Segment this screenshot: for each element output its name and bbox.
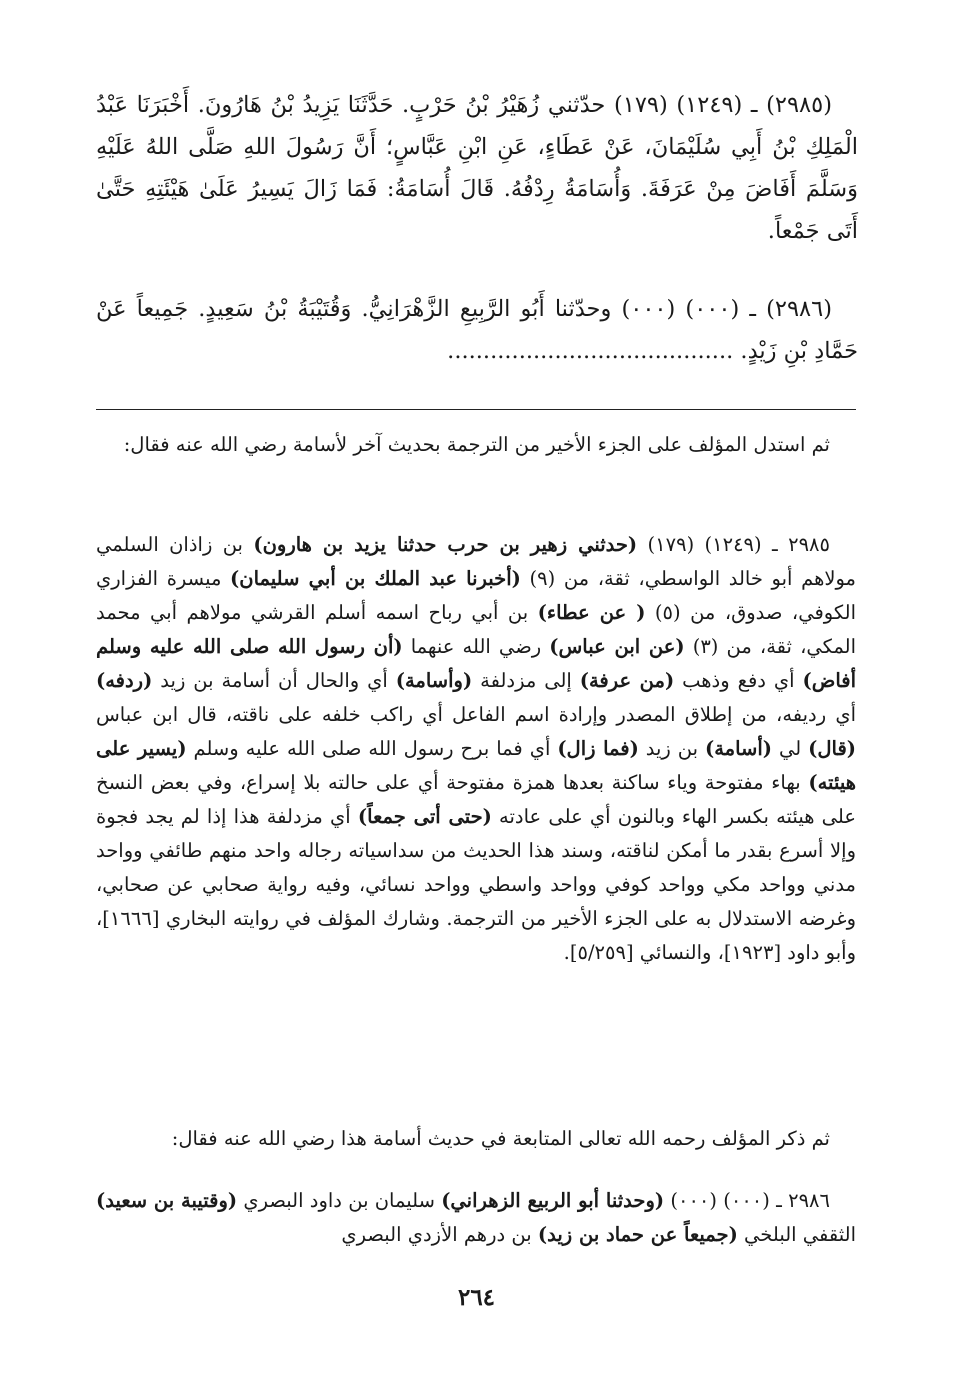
commentary-paragraph [96,1184,856,1252]
hadith-number: (٢٩٨٦) ـ (٠٠٠) (٠٠٠) [621,296,833,322]
quoted-text: ( عن عطاء) [537,601,646,624]
quoted-text: (وأسامة) [395,669,473,692]
explanation-text: بن درهم الأزدي البصري [341,1223,538,1246]
commentary-intro [96,428,856,462]
explanation-text: بن أبي رباح اسمه أسلم القرشي مولاهم أبي محمد المكي، ثقة، من (٣) [96,601,857,658]
explanation-text: بهاء مفتوحة وياء ساكنة بعدها همزة مفتوحة أي على حالته بلا إسراع، وفي بعض النسخ على هيئته بكسر الهاء وبالنون أي على عادته [96,771,857,828]
explanation-text: بن زيد [638,737,705,760]
explanation-text: أي والحال أن أسامة بن زيد [152,669,396,692]
commentary-intro [96,1122,856,1156]
quoted-text: (قال) [808,737,856,760]
commentary-number: ٢٩٨٦ ـ (٠٠٠) (٠٠٠) [670,1189,830,1212]
intro-text: ثم ذكر المؤلف رحمه الله تعالى المتابعة في حديث أسامة هذا رضي الله عنه فقال: [171,1127,830,1150]
ellipsis-dots: ........................................ [447,338,734,364]
commentary-paragraph [96,1122,856,1156]
page-number: ٢٦٤ [457,1284,496,1311]
explanation-text: أي رديفه، من إطلاق المصدر وإرادة اسم الفاعل أي راكب خلفه على ناقته، قال ابن عباس [96,703,856,726]
quoted-text: (أخبرنا عبد الملك بن أبي سليمان) [230,567,521,590]
quoted-text: (حتى أتى جمعاً) [357,805,492,828]
quoted-text: (أن رسول الله صلى الله عليه وسلم أفاض) [96,635,856,692]
quoted-text: (يسير على هيئته) [96,737,856,794]
section-divider [96,409,856,410]
hadith-2985-text [96,84,858,252]
commentary-paragraph [96,428,856,462]
explanation-text: ميسرة الفزاري الكوفي، صدوق، من (٥) [96,567,856,624]
quoted-text: (أسامة) [704,737,773,760]
quoted-text: (وحدثنا أبو الربيع الزهراني) [441,1189,665,1212]
hadith-paragraph [96,288,858,372]
quoted-text: (من عرفة) [579,669,675,692]
quoted-text: (وقتيبة بن سعيد) [96,1189,238,1212]
explanation-text: أي فما برح رسول الله صلى الله عليه وسلم [186,737,558,760]
quoted-text: (حدثني زهير بن حرب حدثنا يزيد بن هارون) [253,533,638,556]
explanation-text: سليمان بن داود البصري [237,1189,442,1212]
hadith-body: حدّثني زُهَيْرُ بْنُ حَرْبٍ. حَدَّثَنَا يَزِيدُ بْنُ هَارُونَ. أَخْبَرَنَا عَبْدُ الْمَلِكِ بْنُ أَبِي سُلَيْمَانَ، عَنْ عَطَاءٍ، عَنِ ابْنِ عَبَّاسٍ؛ أَنَّ رَسُولَ اللهِ صَلَّى اللهُ عَلَيْهِ وَسَلَّمَ أَفَاضَ مِنْ عَرَفَةَ. وَأُسَامَةُ رِدْفُهُ. قَالَ أُسَامَةُ: فَمَا زَالَ يَسِيرُ عَلَىٰ هَيْئَتِهِ حَتَّىٰ أَتَى جَمْعاً. [96,92,858,244]
commentary-2986 [96,1184,856,1252]
hadith-number: (٢٩٨٥) ـ (١٢٤٩) (١٧٩) [613,92,832,118]
commentary-number: ٢٩٨٥ ـ (١٢٤٩) (١٧٩) [647,533,830,556]
hadith-body: وحدّثنا أَبُو الرَّبِيعِ الزَّهْرَانِيُّ. وَقُتَيْبَةُ بْنُ سَعِيدٍ. جَمِيعاً عَنْ حَمَّادِ بْنِ زَيْدٍ. [96,296,858,364]
explanation-text: أي دفع وذهب [674,669,803,692]
explanation-text: بن زاذان السلمي مولاهم أبو خالد الواسطي، ثقة، من (٩) [96,533,856,590]
intro-text: ثم استدل المؤلف على الجزء الأخير من الترجمة بحديث آخر لأسامة رضي الله عنه فقال: [123,433,830,456]
explanation-text: إلى مزدلفة [472,669,580,692]
quoted-text: (ردفه) [96,669,153,692]
explanation-text: الثقفي البلخي [737,1223,856,1246]
hadith-paragraph [96,84,858,252]
quoted-text: (عن ابن عباس) [549,635,685,658]
quoted-text: (فما زال) [557,737,639,760]
hadith-2986-text [96,288,858,372]
explanation-text: أي مزدلفة هذا إذا لم يجد فجوة وإلا أسرع بقدر ما أمكن لناقته، وسند هذا الحديث من سداسياته رجاله واحد منهم طائفي وواحد مدني وواحد مكي وواحد كوفي وواحد واسطي وواحد نسائي، وفيه رواية صحابي عن صحابي، وغرضه الاستدلال به على الجزء الأخير من الترجمة. وشارك المؤلف في روايته البخاري [١٦٦٦]، وأبو داود [١٩٢٣]، والنسائي [٥/٢٥٩]. [96,805,856,964]
quoted-text: (جميعاً عن حماد بن زيد) [537,1223,738,1246]
explanation-text: لي [772,737,809,760]
explanation-text: رضي الله عنهما [402,635,550,658]
commentary-paragraph [96,528,856,970]
commentary-2985 [96,528,856,970]
